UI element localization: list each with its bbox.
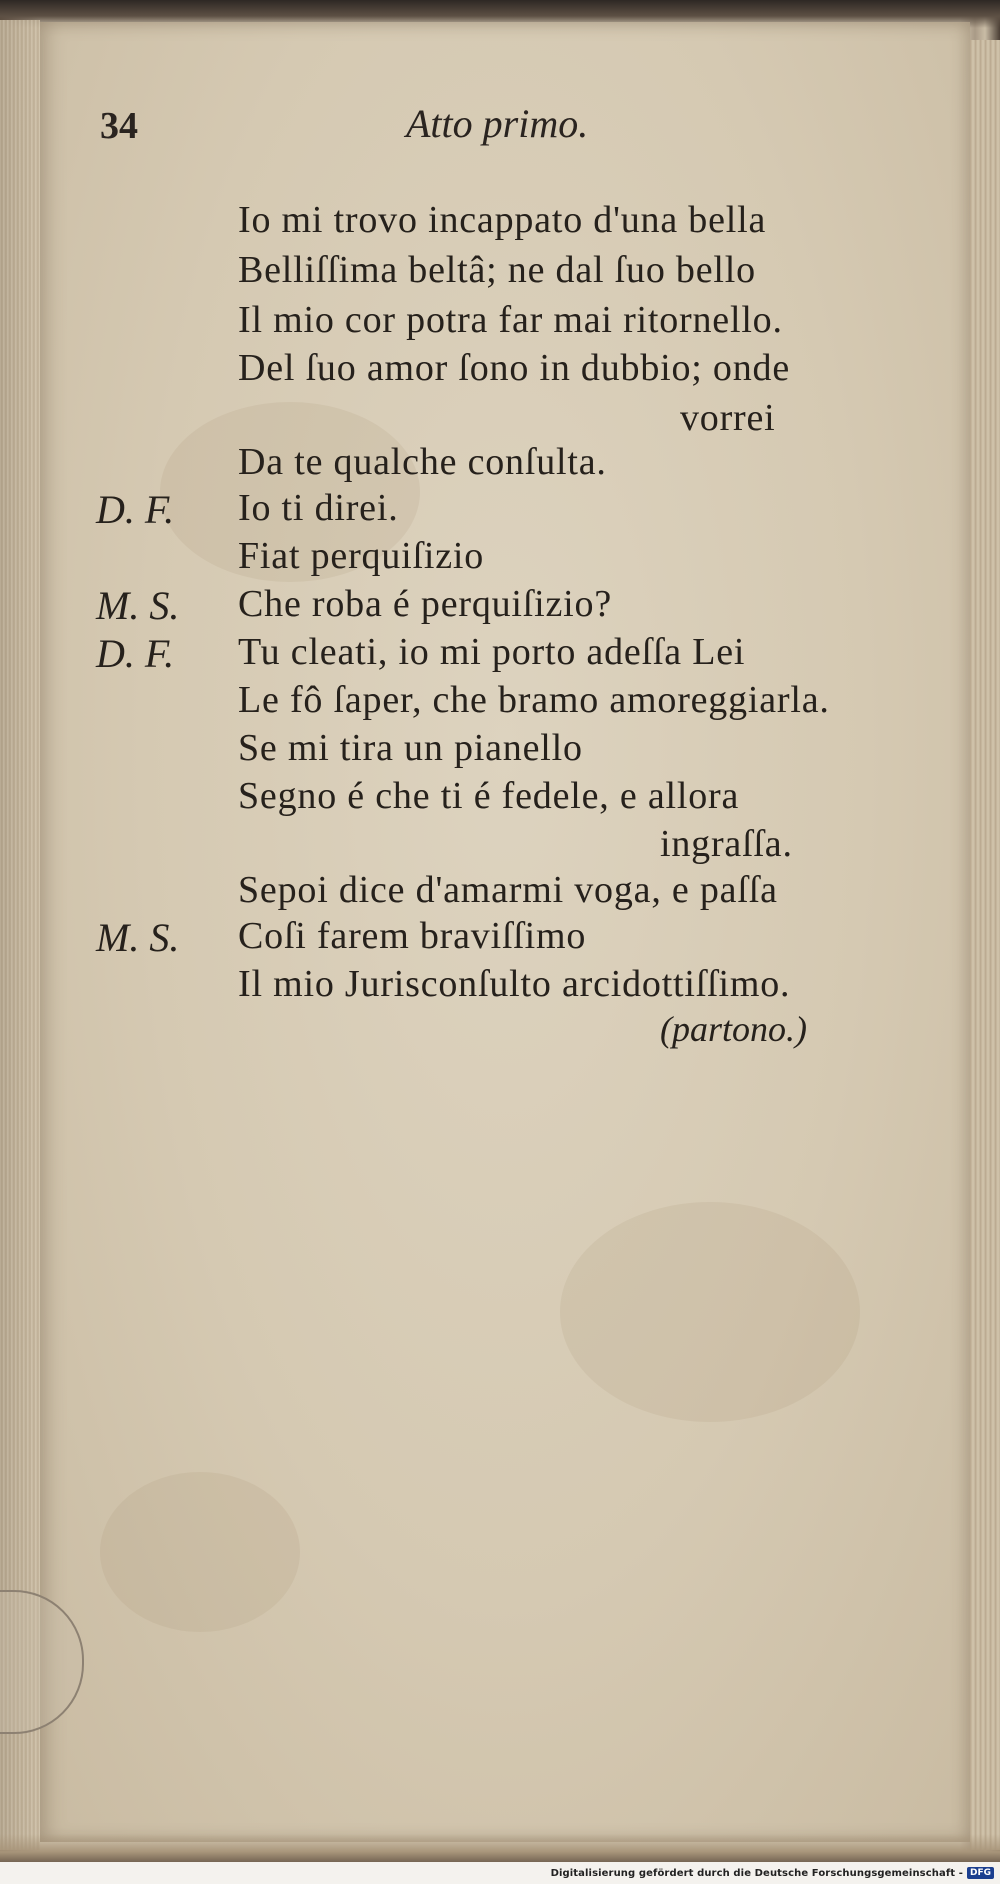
speaker-label: D. F. xyxy=(96,487,175,532)
speaker-label: M. S. xyxy=(96,915,180,960)
verse-line: Segno é che ti é fedele, e allora xyxy=(238,775,740,817)
verse-line: Del ſuo amor ſono in dubbio; onde xyxy=(238,347,790,389)
digitization-footer xyxy=(0,1862,1000,1884)
verse-line: Fiat perquiſizio xyxy=(238,535,485,577)
verse-line: Tu cleati, io mi porto adeſſa Lei xyxy=(238,631,746,673)
dfg-logo: DFG xyxy=(967,1867,994,1879)
verse-line: Coſi farem braviſſimo xyxy=(238,915,587,957)
verse-line: Se mi tira un pianello xyxy=(238,727,583,769)
verse-line: Da te qualche conſulta. xyxy=(238,441,607,483)
running-head: Atto primo. xyxy=(406,101,589,146)
verse-line: Che roba é perquiſizio? xyxy=(238,583,612,625)
verse-line: Io ti direi. xyxy=(238,487,399,529)
verse-line-continuation: ingraſſa. xyxy=(660,823,793,865)
speaker-label: D. F. xyxy=(96,631,175,676)
verse-line: Sepoi dice d'amarmi voga, e paſſa xyxy=(238,869,778,911)
funding-credit: Digitalisierung gefördert durch die Deutsche Forschungsgemeinschaft - xyxy=(550,1867,963,1879)
speaker-label: M. S. xyxy=(96,583,180,628)
verse-line: Belliſſima beltâ; ne dal ſuo bello xyxy=(238,249,756,291)
verse-line: Io mi trovo incappato d'una bella xyxy=(238,199,767,241)
verse-line: Il mio cor potra far mai ritornello. xyxy=(238,299,783,341)
verse-line: Il mio Jurisconſulto arcidottiſſimo. xyxy=(238,963,791,1005)
stage-direction: (partono.) xyxy=(660,1009,807,1049)
page-number: 34 xyxy=(100,105,138,147)
verse-line-continuation: vorrei xyxy=(680,397,776,439)
verse-line: Le fô ſaper, che bramo amoreggiarla. xyxy=(238,679,830,721)
